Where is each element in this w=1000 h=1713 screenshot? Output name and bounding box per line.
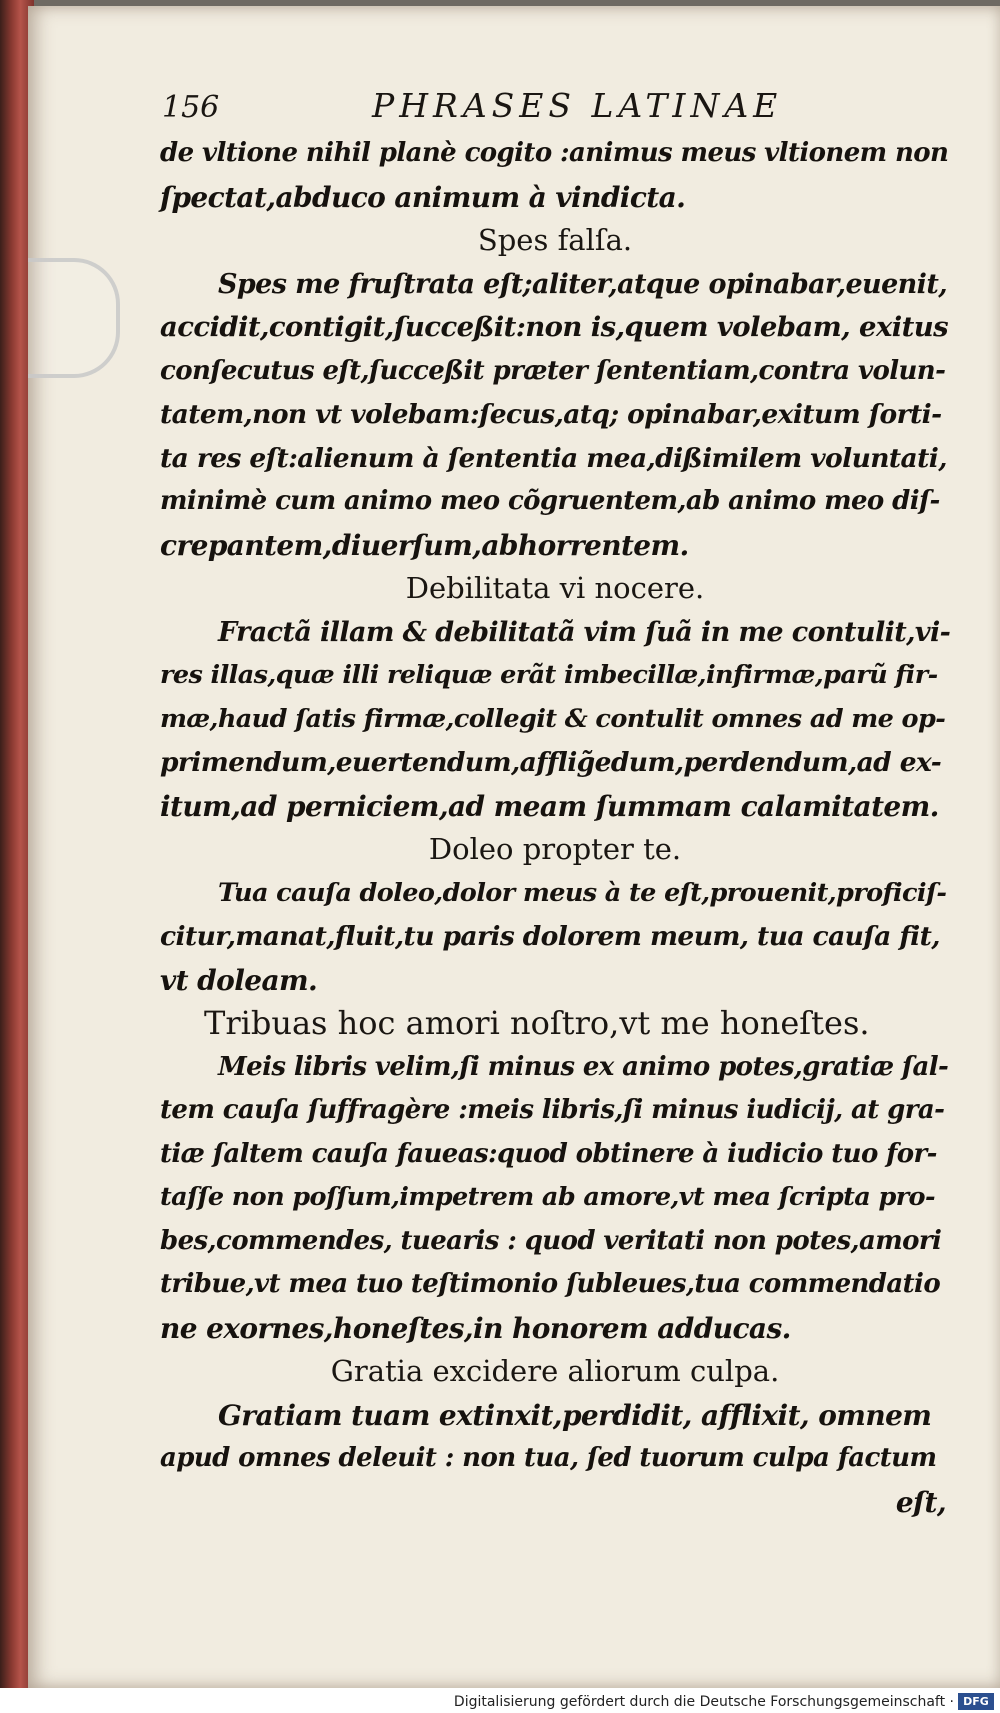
- text-line: crepantem,diuerſum,abhorrentem.: [160, 528, 689, 562]
- text-line: de vltione nihil planè cogito :animus meus vltionem non: [160, 138, 949, 168]
- dfg-logo: DFG: [958, 1693, 994, 1710]
- running-head: PHRASES LATINAE: [372, 86, 783, 125]
- page-number: 156: [162, 90, 220, 125]
- text-line: tatem,non vt volebam:ſecus,atq; opinabar,exitum ſorti-: [160, 399, 942, 430]
- text-line: Fractã illam & debilitatã vim ſuã in me contulit,vi-: [218, 616, 951, 648]
- section-heading: Gratia excidere aliorum culpa.: [330, 1354, 780, 1388]
- text-line: primendum,euertendum,afflig̃edum,perdendum,ad ex-: [160, 747, 942, 778]
- text-line: accidit,contigit,ſucceßit:non is,quem volebam, exitus: [160, 311, 948, 343]
- text-line: ta res eſt:alienum à ſententia mea,dißimilem voluntati,: [160, 442, 947, 474]
- text-line: vt doleam.: [160, 963, 318, 997]
- section-heading: Doleo propter te.: [428, 832, 682, 866]
- catchword: eſt,: [895, 1485, 946, 1519]
- text-line: tiæ ſaltem cauſa faueas:quod obtinere à iudicio tuo for-: [160, 1138, 937, 1169]
- section-heading: Debilitata vi nocere.: [405, 571, 705, 605]
- text-line: Spes me fruſtrata eſt;aliter,atque opinabar,euenit,: [218, 268, 947, 300]
- text-line: conſecutus eſt,ſucceßit præter ſententiam,contra volun-: [160, 355, 946, 386]
- text-line: apud omnes deleuit : non tua, ſed tuorum culpa factum: [160, 1443, 937, 1473]
- text-line: ne exornes,honeſtes,in honorem adducas.: [160, 1311, 791, 1345]
- text-line: minimè cum animo meo cõgruentem,ab animo meo diſ-: [160, 486, 940, 516]
- text-line: Tua cauſa doleo,dolor meus à te eſt,prouenit,proficiſ-: [218, 877, 947, 908]
- text-line: Meis libris velim,ſi minus ex animo potes,gratiæ ſal-: [218, 1051, 949, 1082]
- section-heading: Spes falſa.: [477, 223, 633, 257]
- section-heading: Tribuas hoc amori noſtro,vt me honeſtes.: [204, 1004, 870, 1042]
- text-line: mæ,haud ſatis firmæ,collegit & contulit omnes ad me op-: [160, 703, 946, 734]
- page-clip: [28, 258, 120, 378]
- page-header: [162, 86, 942, 132]
- text-block: [160, 132, 950, 1524]
- text-line: Gratiam tuam extinxit,perdidit, afflixit, omnem: [218, 1398, 932, 1432]
- footer-bar: [0, 1688, 1000, 1713]
- text-line: tem cauſa ſuffragère :meis libris,ſi minus iudicij, at gra-: [160, 1095, 945, 1125]
- text-line: ſpectat,abduco animum à vindicta.: [160, 180, 686, 214]
- text-line: bes,commendes, tuearis : quod veritati non potes,amori: [160, 1225, 942, 1256]
- digitization-credit: Digitalisierung gefördert durch die Deutsche Forschungsgemeinschaft ·: [453, 1694, 954, 1710]
- text-line: res illas,quæ illi reliquæ erãt imbecillæ,infirmæ,parũ fir-: [160, 660, 938, 690]
- text-line: taſſe non poſſum,impetrem ab amore,vt mea ſcripta pro-: [160, 1182, 935, 1212]
- text-line: tribue,vt mea tuo teſtimonio ſubleues,tua commendatio: [160, 1269, 941, 1299]
- text-line: citur,manat,fluit,tu paris dolorem meum, tua cauſa fit,: [160, 921, 940, 952]
- text-line: itum,ad perniciem,ad meam ſummam calamitatem.: [160, 789, 939, 823]
